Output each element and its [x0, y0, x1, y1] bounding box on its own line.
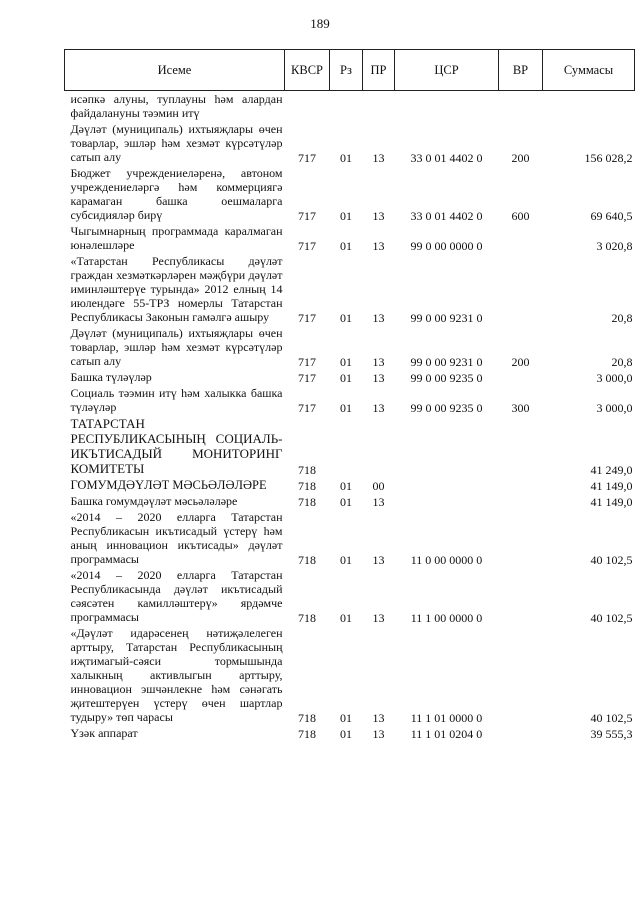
row-name: Башка гомумдәүләт мәсьәләләре — [70, 494, 238, 508]
row-csr — [395, 477, 499, 493]
table-body — [65, 91, 635, 742]
table-row — [65, 415, 635, 477]
table-row — [65, 385, 635, 415]
row-rz — [330, 415, 363, 477]
row-kvsr: 717 — [298, 371, 316, 385]
row-kvsr: 718 — [298, 611, 316, 625]
row-kvsr: 718 — [298, 711, 316, 725]
row-pr: 13 — [372, 495, 385, 509]
table-row — [65, 325, 635, 369]
row-pr: 13 — [372, 355, 385, 369]
page-number: 189 — [310, 16, 330, 31]
row-csr: 99 0 00 9235 0 — [410, 371, 483, 385]
row-sum: 40 102,5 — [590, 711, 633, 725]
row-csr: 33 0 01 4402 0 — [410, 209, 483, 223]
row-pr: 13 — [372, 611, 385, 625]
row-csr — [395, 493, 499, 509]
row-csr: 11 1 00 0000 0 — [410, 611, 483, 625]
row-csr: 99 0 00 9235 0 — [410, 401, 483, 415]
row-csr: 11 0 00 0000 0 — [410, 553, 483, 567]
row-vr — [499, 477, 543, 493]
row-rz: 01 — [340, 355, 352, 369]
header-rz: Рз — [330, 50, 363, 91]
row-csr: 33 0 01 4402 0 — [410, 151, 483, 165]
row-kvsr: 717 — [298, 355, 316, 369]
table-row — [65, 253, 635, 325]
row-vr: 600 — [511, 209, 530, 223]
row-pr: 13 — [372, 311, 385, 325]
row-pr: 13 — [372, 401, 385, 415]
row-csr: 99 0 00 9231 0 — [410, 311, 483, 325]
row-csr — [395, 415, 499, 477]
row-name: ТАТАРСТАН РЕСПУБЛИКАСЫНЫҢ СОЦИАЛЬ-ИКЪТИСАДЫЙ МОНИТОРИНГ КОМИТЕТЫ — [70, 416, 283, 476]
row-rz: 01 — [340, 209, 352, 223]
row-kvsr: 718 — [298, 479, 316, 493]
row-name: Дәүләт (муниципаль) ихтыяҗлары өчен товарлар, эшләр һәм хезмәт күрсәтүләр сатып алу — [70, 326, 283, 368]
row-sum: 3 020,8 — [596, 239, 633, 253]
row-rz: 01 — [340, 611, 352, 625]
row-kvsr: 718 — [298, 463, 316, 477]
row-rz: 01 — [340, 553, 352, 567]
table-row — [65, 509, 635, 567]
row-name: «2014 – 2020 елларга Татарстан Республикасын икътисадый үстерү һәм аның инновацион икътисады» дәүләт программасы — [70, 510, 283, 566]
table-row — [65, 223, 635, 253]
table-row — [65, 91, 635, 122]
row-rz: 01 — [340, 239, 352, 253]
row-sum: 69 640,5 — [590, 209, 633, 223]
row-name: «Дәүләт идарәсенең нәтиҗәлелеген арттыру, Татарстан Республикасының иҗтимагый-сәяси тормышында халыкның активлыгын арттыру, инновацион эшчәнлекне һәм сәнәгать җитештерүен үстерү өчен шартлар тудыру» төп чарасы — [70, 626, 283, 724]
row-vr — [499, 415, 543, 477]
row-sum: 41 149,0 — [590, 495, 633, 509]
row-pr — [363, 415, 395, 477]
header-pr: ПР — [363, 50, 395, 91]
row-kvsr: 717 — [298, 209, 316, 223]
row-sum: 39 555,3 — [590, 727, 633, 741]
row-rz: 01 — [340, 495, 352, 509]
row-kvsr: 718 — [298, 495, 316, 509]
row-vr — [499, 725, 543, 741]
table-row — [65, 493, 635, 509]
row-rz: 01 — [340, 727, 352, 741]
row-kvsr: 717 — [298, 401, 316, 415]
row-sum: 41 249,0 — [590, 463, 633, 477]
row-pr: 13 — [372, 239, 385, 253]
row-sum: 20,8 — [611, 355, 633, 369]
row-sum — [543, 91, 635, 122]
row-pr: 13 — [372, 209, 385, 223]
row-vr — [499, 493, 543, 509]
row-pr: 13 — [372, 151, 385, 165]
row-rz — [330, 91, 363, 122]
row-rz: 01 — [340, 711, 352, 725]
row-name: Социаль тәэмин итү һәм халыкка башка түләүләр — [70, 386, 283, 414]
row-rz: 01 — [340, 479, 352, 493]
header-name: Исеме — [65, 50, 285, 91]
row-csr: 99 0 00 0000 0 — [410, 239, 483, 253]
row-sum: 3 000,0 — [596, 371, 633, 385]
row-csr: 99 0 00 9231 0 — [410, 355, 483, 369]
row-pr: 00 — [372, 479, 385, 493]
row-pr: 13 — [372, 727, 385, 741]
row-name: Үзәк аппарат — [70, 726, 138, 740]
header-kvsr: КВСР — [285, 50, 330, 91]
row-name: «2014 – 2020 елларга Татарстан Республикасында дәүләт икътисадый сәясәтен камилләштерү» ярдәмче программасы — [70, 568, 283, 624]
row-vr — [499, 223, 543, 253]
row-pr: 13 — [372, 371, 385, 385]
row-vr — [499, 253, 543, 325]
row-sum: 3 000,0 — [596, 401, 633, 415]
table-row — [65, 477, 635, 493]
row-csr — [395, 91, 499, 122]
row-kvsr: 717 — [298, 311, 316, 325]
row-kvsr: 717 — [298, 151, 316, 165]
row-name: исәпкә алуны, туплауны һәм алардан файдалануны тәэмин итү — [70, 92, 283, 120]
row-pr — [363, 91, 395, 122]
header-vr: ВР — [499, 50, 543, 91]
row-vr: 300 — [511, 401, 530, 415]
row-rz: 01 — [340, 401, 352, 415]
row-rz: 01 — [340, 371, 352, 385]
row-name: Чыгымнарның программада каралмаган юнәлешләре — [70, 224, 283, 252]
table-row — [65, 725, 635, 741]
table-header — [65, 50, 635, 91]
row-csr: 11 1 01 0204 0 — [410, 727, 483, 741]
row-name: «Татарстан Республикасы дәүләт граждан хезмәткәрләрен мәҗбүри дәүләт иминләштерүе турында» 2012 елның 14 июлендәге 55-ТРЗ номерлы Татарстан Республикасы Законын гамәлгә ашыру — [70, 254, 283, 324]
table-row — [65, 165, 635, 223]
row-vr: 200 — [511, 151, 530, 165]
table-row — [65, 625, 635, 725]
row-sum: 40 102,5 — [590, 611, 633, 625]
table-row — [65, 567, 635, 625]
row-pr: 13 — [372, 711, 385, 725]
row-kvsr: 718 — [298, 727, 316, 741]
budget-table — [64, 49, 635, 741]
table-row — [65, 369, 635, 385]
row-name: Дәүләт (муниципаль) ихтыяҗлары өчен товарлар, эшләр һәм хезмәт күрсәтүләр сатып алу — [70, 122, 283, 164]
row-kvsr: 717 — [298, 239, 316, 253]
row-vr — [499, 369, 543, 385]
row-pr: 13 — [372, 553, 385, 567]
row-sum: 156 028,2 — [584, 151, 633, 165]
row-sum: 20,8 — [611, 311, 633, 325]
row-vr: 200 — [511, 355, 530, 369]
row-kvsr — [285, 91, 330, 122]
row-vr — [499, 567, 543, 625]
header-row — [65, 50, 635, 91]
row-vr — [499, 509, 543, 567]
row-rz: 01 — [340, 311, 352, 325]
row-name: Башка түләүләр — [70, 370, 152, 384]
row-vr — [499, 625, 543, 725]
row-sum: 41 149,0 — [590, 479, 633, 493]
row-vr — [499, 91, 543, 122]
row-kvsr: 718 — [298, 553, 316, 567]
header-csr: ЦСР — [395, 50, 499, 91]
row-name: ГОМУМДӘҮЛӘТ МӘСЬӘЛӘЛӘРЕ — [70, 478, 267, 492]
row-name: Бюджет учреждениеләренә, автоном учреждениеләргә һәм коммерциягә карамаган башка оешмаларга субсидияләр бирү — [70, 166, 283, 222]
header-sum: Суммасы — [543, 50, 635, 91]
row-sum: 40 102,5 — [590, 553, 633, 567]
row-rz: 01 — [340, 151, 352, 165]
table-row — [65, 121, 635, 165]
row-csr: 11 1 01 0000 0 — [410, 711, 483, 725]
